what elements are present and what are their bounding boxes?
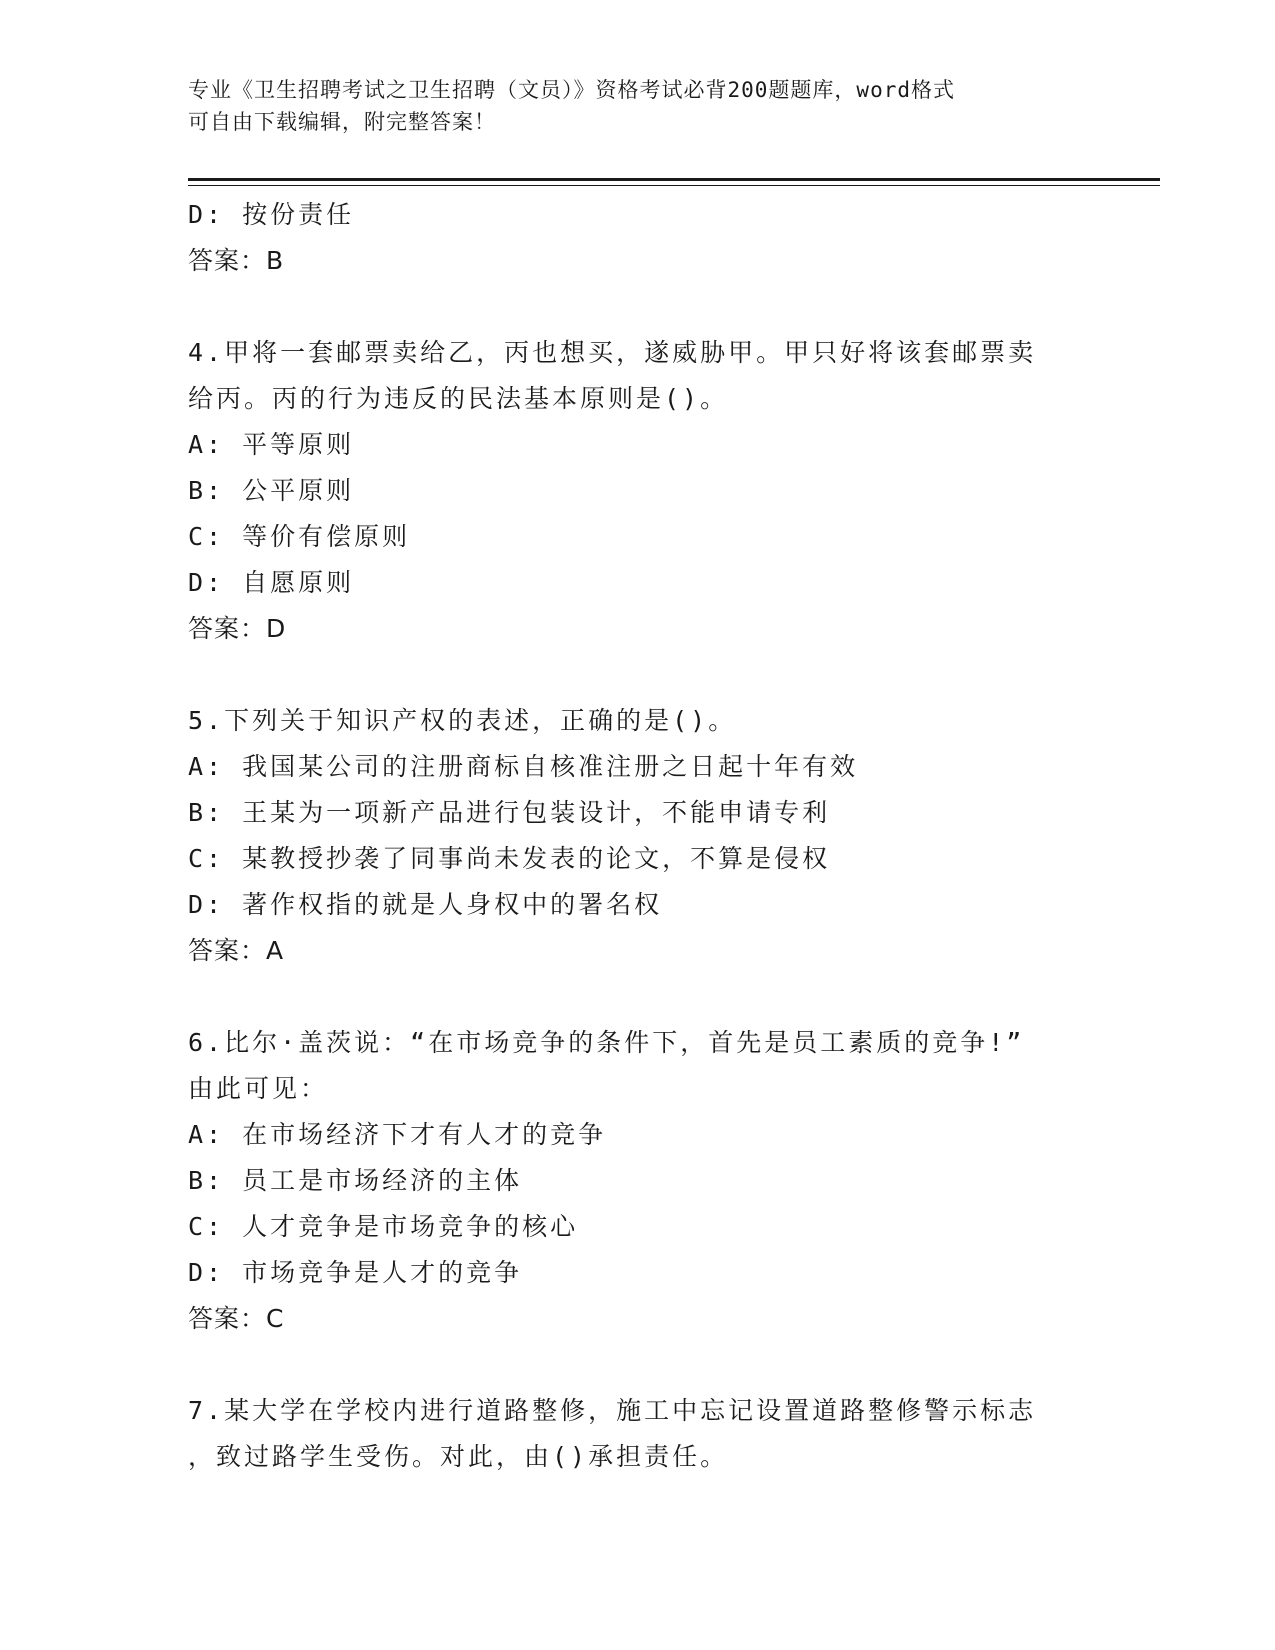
- option-c: C: 人才竞争是市场竞争的核心: [188, 1212, 579, 1241]
- question-6: [188, 1020, 1088, 1342]
- option-c: C: 某教授抄袭了同事尚未发表的论文，不算是侵权: [188, 844, 831, 873]
- option-d: D: 自愿原则: [188, 568, 355, 597]
- question-text: 5.下列关于知识产权的表述，正确的是()。: [188, 706, 737, 735]
- option-b: B: 员工是市场经济的主体: [188, 1166, 523, 1195]
- option-c: C: 等价有偿原则: [188, 522, 411, 551]
- question-text: 给丙。丙的行为违反的民法基本原则是()。: [188, 384, 729, 413]
- header-line-2: 可自由下载编辑，附完整答案！: [188, 110, 496, 134]
- header-rule-thin: [188, 185, 1160, 186]
- document-body: [188, 192, 1088, 1480]
- answer-line: 答案：A: [188, 936, 285, 965]
- option-d: D: 按份责任: [188, 200, 355, 229]
- answer-line: 答案：D: [188, 614, 287, 643]
- document-header: [188, 74, 1088, 138]
- question-text: 由此可见：: [188, 1074, 329, 1103]
- option-a: A: 平等原则: [188, 430, 355, 459]
- option-a: A: 我国某公司的注册商标自核准注册之日起十年有效: [188, 752, 859, 781]
- option-b: B: 公平原则: [188, 476, 355, 505]
- question-text: 6.比尔·盖茨说：“在市场竞争的条件下，首先是员工素质的竞争!”: [188, 1028, 1025, 1057]
- option-d: D: 著作权指的就是人身权中的署名权: [188, 890, 663, 919]
- option-d: D: 市场竞争是人才的竞争: [188, 1258, 523, 1287]
- question-4: [188, 330, 1088, 652]
- option-b: B: 王某为一项新产品进行包装设计，不能申请专利: [188, 798, 831, 827]
- header-rule-thick: [188, 178, 1160, 181]
- question-7: [188, 1388, 1088, 1480]
- answer-line: 答案：B: [188, 246, 285, 275]
- previous-question-tail: [188, 192, 1088, 284]
- question-text: ，致过路学生受伤。对此，由()承担责任。: [188, 1442, 729, 1471]
- option-a: A: 在市场经济下才有人才的竞争: [188, 1120, 607, 1149]
- answer-line: 答案：C: [188, 1304, 285, 1333]
- header-line-1: 专业《卫生招聘考试之卫生招聘（文员）》资格考试必背200题题库，word格式: [188, 78, 955, 102]
- question-5: [188, 698, 1088, 974]
- question-text: 7.某大学在学校内进行道路整修，施工中忘记设置道路整修警示标志: [188, 1396, 1037, 1425]
- question-text: 4.甲将一套邮票卖给乙，丙也想买，遂威胁甲。甲只好将该套邮票卖: [188, 338, 1037, 367]
